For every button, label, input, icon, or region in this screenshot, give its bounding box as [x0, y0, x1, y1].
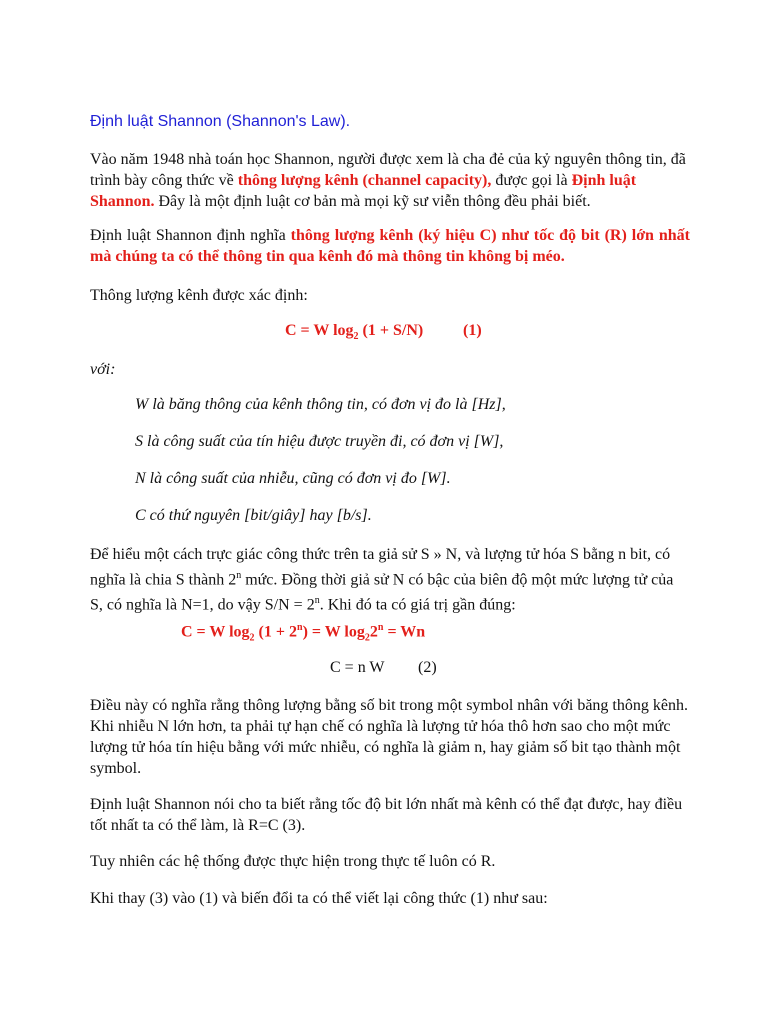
with-label: với:	[90, 361, 116, 378]
formula-1-rhs: (1 + S/N)	[358, 322, 424, 339]
intro-text-c: được gọi là	[491, 172, 572, 189]
definition-highlight: thông lượng kênh (ký hiệu C) như tốc độ bit (R) lớn nhất mà chúng ta có thể thông tin qua kênh đó mà thông tin không bị méo.	[90, 227, 691, 265]
formula-1-number: (1)	[463, 322, 482, 339]
formula-2-e: = Wn	[383, 623, 426, 641]
meaning-paragraph: Điều này có nghĩa rằng thông lượng bằng số bit trong một symbol nhân với băng thông kênh. Khi nhiễu N lớn hơn, ta phải tự hạn chế có nghĩa là lượng tử hóa thô hơn sao cho một mức lượng tử hóa tín hiệu bằng với mức nhiễu, có nghĩa là giảm n, hay giảm số bit tạo thành một symbol.	[90, 697, 688, 777]
practical-systems-paragraph: Tuy nhiên các hệ thống được thực hiện trong thực tế luôn có R.	[90, 853, 496, 870]
formula-2-b: (1 + 2	[254, 623, 297, 641]
definition-item-s: S là công suất của tín hiệu được truyền đi, có đơn vị [W],	[135, 433, 504, 450]
formula-2-sub-2: 2	[364, 632, 370, 644]
intuition-text-b: mức. Đồng thời giả sử N có bậc của biên độ một mức lượng tử của S, có nghĩa là N=1, do vậy S/N = 2	[90, 571, 674, 614]
formula-1-sub: 2	[353, 331, 359, 343]
formula-2-sup-2: n	[377, 622, 384, 633]
shannon-law-term: Định luật Shannon.	[90, 172, 637, 210]
formula-3-number: (2)	[418, 659, 437, 676]
formula-2-sup-1: n	[297, 622, 303, 633]
definition-item-n: N là công suất của nhiễu, cũng có đơn vị đo [W].	[135, 470, 451, 487]
intro-text-a: Vào năm 1948 nhà toán học Shannon, người được xem là cha đẻ của kỷ nguyên thông tin, đã trình bày công thức về	[90, 151, 686, 189]
intro-paragraph	[90, 149, 690, 212]
formula-3: C = n W	[330, 659, 385, 676]
definition-text-a: Định luật Shannon định nghĩa	[90, 227, 291, 244]
definition-item-c: C có thứ nguyên [bit/giây] hay [b/s].	[135, 507, 372, 524]
formula-2-a: C = W log	[181, 623, 250, 641]
intuition-sup-1: n	[236, 570, 242, 581]
formula-1	[285, 322, 423, 342]
intuition-sup-2: n	[314, 595, 320, 607]
intuition-text-c: . Khi đó ta có giá trị gần đúng:	[319, 596, 516, 614]
definition-paragraph	[90, 225, 690, 267]
shannon-limit-paragraph: Định luật Shannon nói cho ta biết rằng tốc độ bit lớn nhất mà kênh có thể đạt được, hay điều tốt nhất ta có thể làm, là R=C (3).	[90, 796, 683, 834]
formula-1-lhs: C = W log	[285, 322, 354, 339]
definition-item-w: W là băng thông của kênh thông tin, có đơn vị đo là [Hz],	[135, 396, 506, 413]
formula-2-sub-1: 2	[249, 632, 255, 644]
channel-capacity-term: thông lượng kênh (channel capacity),	[237, 172, 492, 189]
formula-2	[181, 622, 425, 644]
capacity-intro-text: Thông lượng kênh được xác định:	[90, 287, 308, 304]
document-title: Định luật Shannon (Shannon's Law).	[90, 113, 351, 130]
formula-2-c: ) = W log	[302, 623, 365, 641]
intuition-paragraph	[90, 544, 690, 616]
intro-text-e: Đây là một định luật cơ bản mà mọi kỹ sư viễn thông đều phải biết.	[154, 193, 591, 210]
intuition-text-a: Để hiểu một cách trực giác công thức trên ta giả sử S » N, và lượng tử hóa S bằng n bit, có nghĩa là chia S thành 2	[90, 546, 671, 589]
formula-2-d: 2	[369, 623, 378, 641]
rewrite-paragraph: Khi thay (3) vào (1) và biến đổi ta có thể viết lại công thức (1) như sau:	[90, 890, 548, 907]
